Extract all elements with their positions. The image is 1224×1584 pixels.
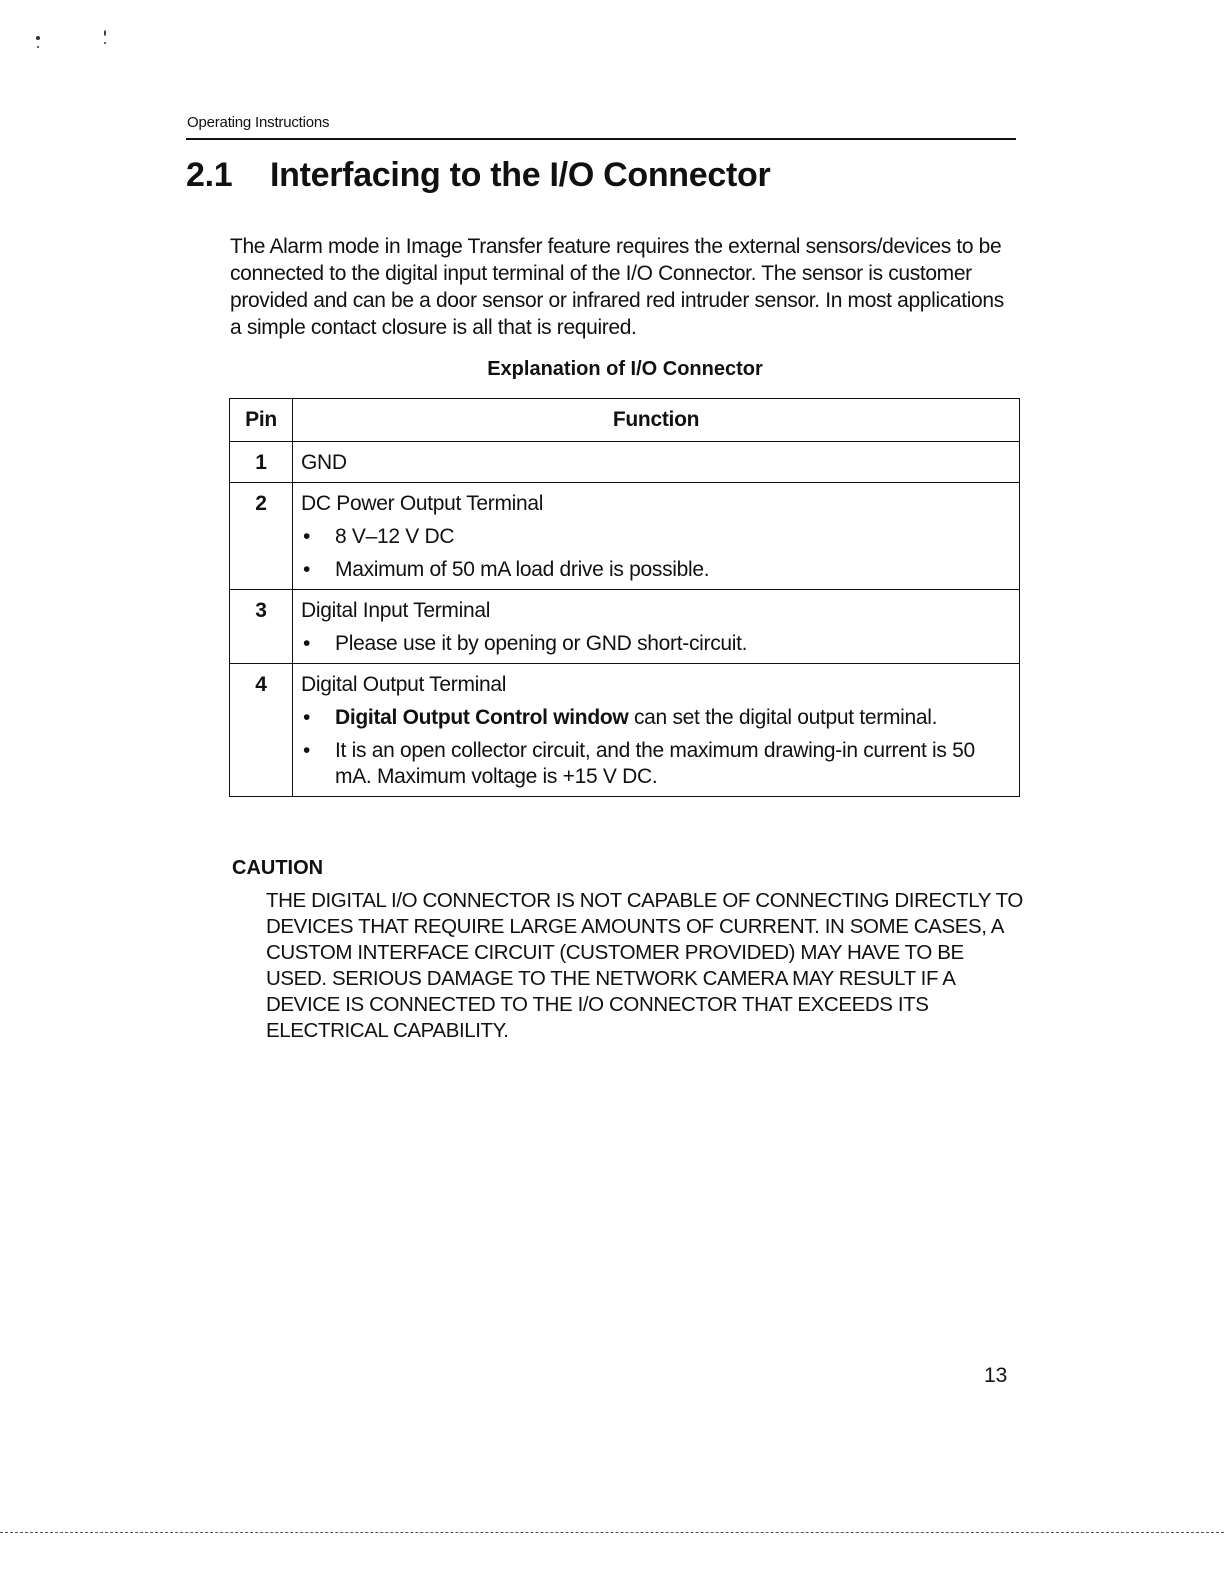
bullet-item: • It is an open collector circuit, and the maximum drawing-in current is 50 mA. Maximum voltage is +15 V DC. xyxy=(301,738,1011,790)
function-title: Digital Input Terminal xyxy=(301,599,491,622)
table-header-row xyxy=(230,399,1020,442)
section-number: 2.1 xyxy=(186,156,233,194)
caution-label: CAUTION xyxy=(232,857,324,879)
function-title: DC Power Output Terminal xyxy=(301,492,544,515)
function-cell xyxy=(293,483,1020,590)
function-title: Digital Output Terminal xyxy=(301,673,507,696)
header-rule xyxy=(186,138,1016,140)
table-row xyxy=(230,483,1020,590)
function-cell xyxy=(293,442,1020,483)
function-column-header: Function xyxy=(293,399,1020,442)
bullet-list xyxy=(301,705,1011,790)
table-row xyxy=(230,664,1020,797)
caution-text: THE DIGITAL I/O CONNECTOR IS NOT CAPABLE OF CONNECTING DIRECTLY TO DEVICES THAT REQUIRE LARGE AMOUNTS OF CURRENT. IN SOME CASES, A CUSTOM INTERFACE CIRCUIT (CUSTOMER PROVIDED) MAY HAVE TO BE USED. SERIOUS DAMAGE TO THE NETWORK CAMERA MAY RESULT IF A DEVICE IS CONNECTED TO THE I/O CONNECTOR THAT EXCEEDS ITS ELECTRICAL CAPABILITY. xyxy=(266,889,1023,1042)
scan-speck xyxy=(104,42,106,44)
pin-number: 4 xyxy=(230,664,293,797)
bullet-item: • Maximum of 50 mA load drive is possible. xyxy=(301,557,1011,583)
bullet-item: • Please use it by opening or GND short-circuit. xyxy=(301,631,1011,657)
function-cell xyxy=(293,664,1020,797)
pin-number: 3 xyxy=(230,590,293,664)
intro-paragraph: The Alarm mode in Image Transfer feature requires the external sensors/devices to be connected to the digital input terminal of the I/O Connector. The sensor is customer provided and can be a door sensor or infrared red intruder sensor. In most applications a simple contact closure is all that is required. xyxy=(230,235,1004,339)
pin-number: 1 xyxy=(230,442,293,483)
bullet-list xyxy=(301,524,1011,583)
bullet-item xyxy=(301,705,1011,731)
page-number: 13 xyxy=(984,1364,1008,1387)
section-title xyxy=(186,156,770,195)
scan-speck xyxy=(36,36,40,40)
bullet-item-rest: can set the digital output terminal. xyxy=(628,706,938,729)
io-connector-table xyxy=(229,398,1020,797)
window-name: Digital Output Control window xyxy=(335,706,629,729)
bullet-list xyxy=(301,631,1011,657)
pin-number: 2 xyxy=(230,483,293,590)
pin-column-header: Pin xyxy=(230,399,293,442)
running-header: Operating Instructions xyxy=(187,114,330,131)
table-caption: Explanation of I/O Connector xyxy=(487,358,763,380)
table-row xyxy=(230,442,1020,483)
function-title: GND xyxy=(301,451,347,474)
section-title-text: Interfacing to the I/O Connector xyxy=(270,156,771,194)
function-cell xyxy=(293,590,1020,664)
table-row xyxy=(230,590,1020,664)
scan-speck xyxy=(104,30,106,36)
bottom-rule xyxy=(0,1532,1224,1533)
scan-speck xyxy=(37,46,39,48)
bullet-item: • 8 V–12 V DC xyxy=(301,524,1011,550)
